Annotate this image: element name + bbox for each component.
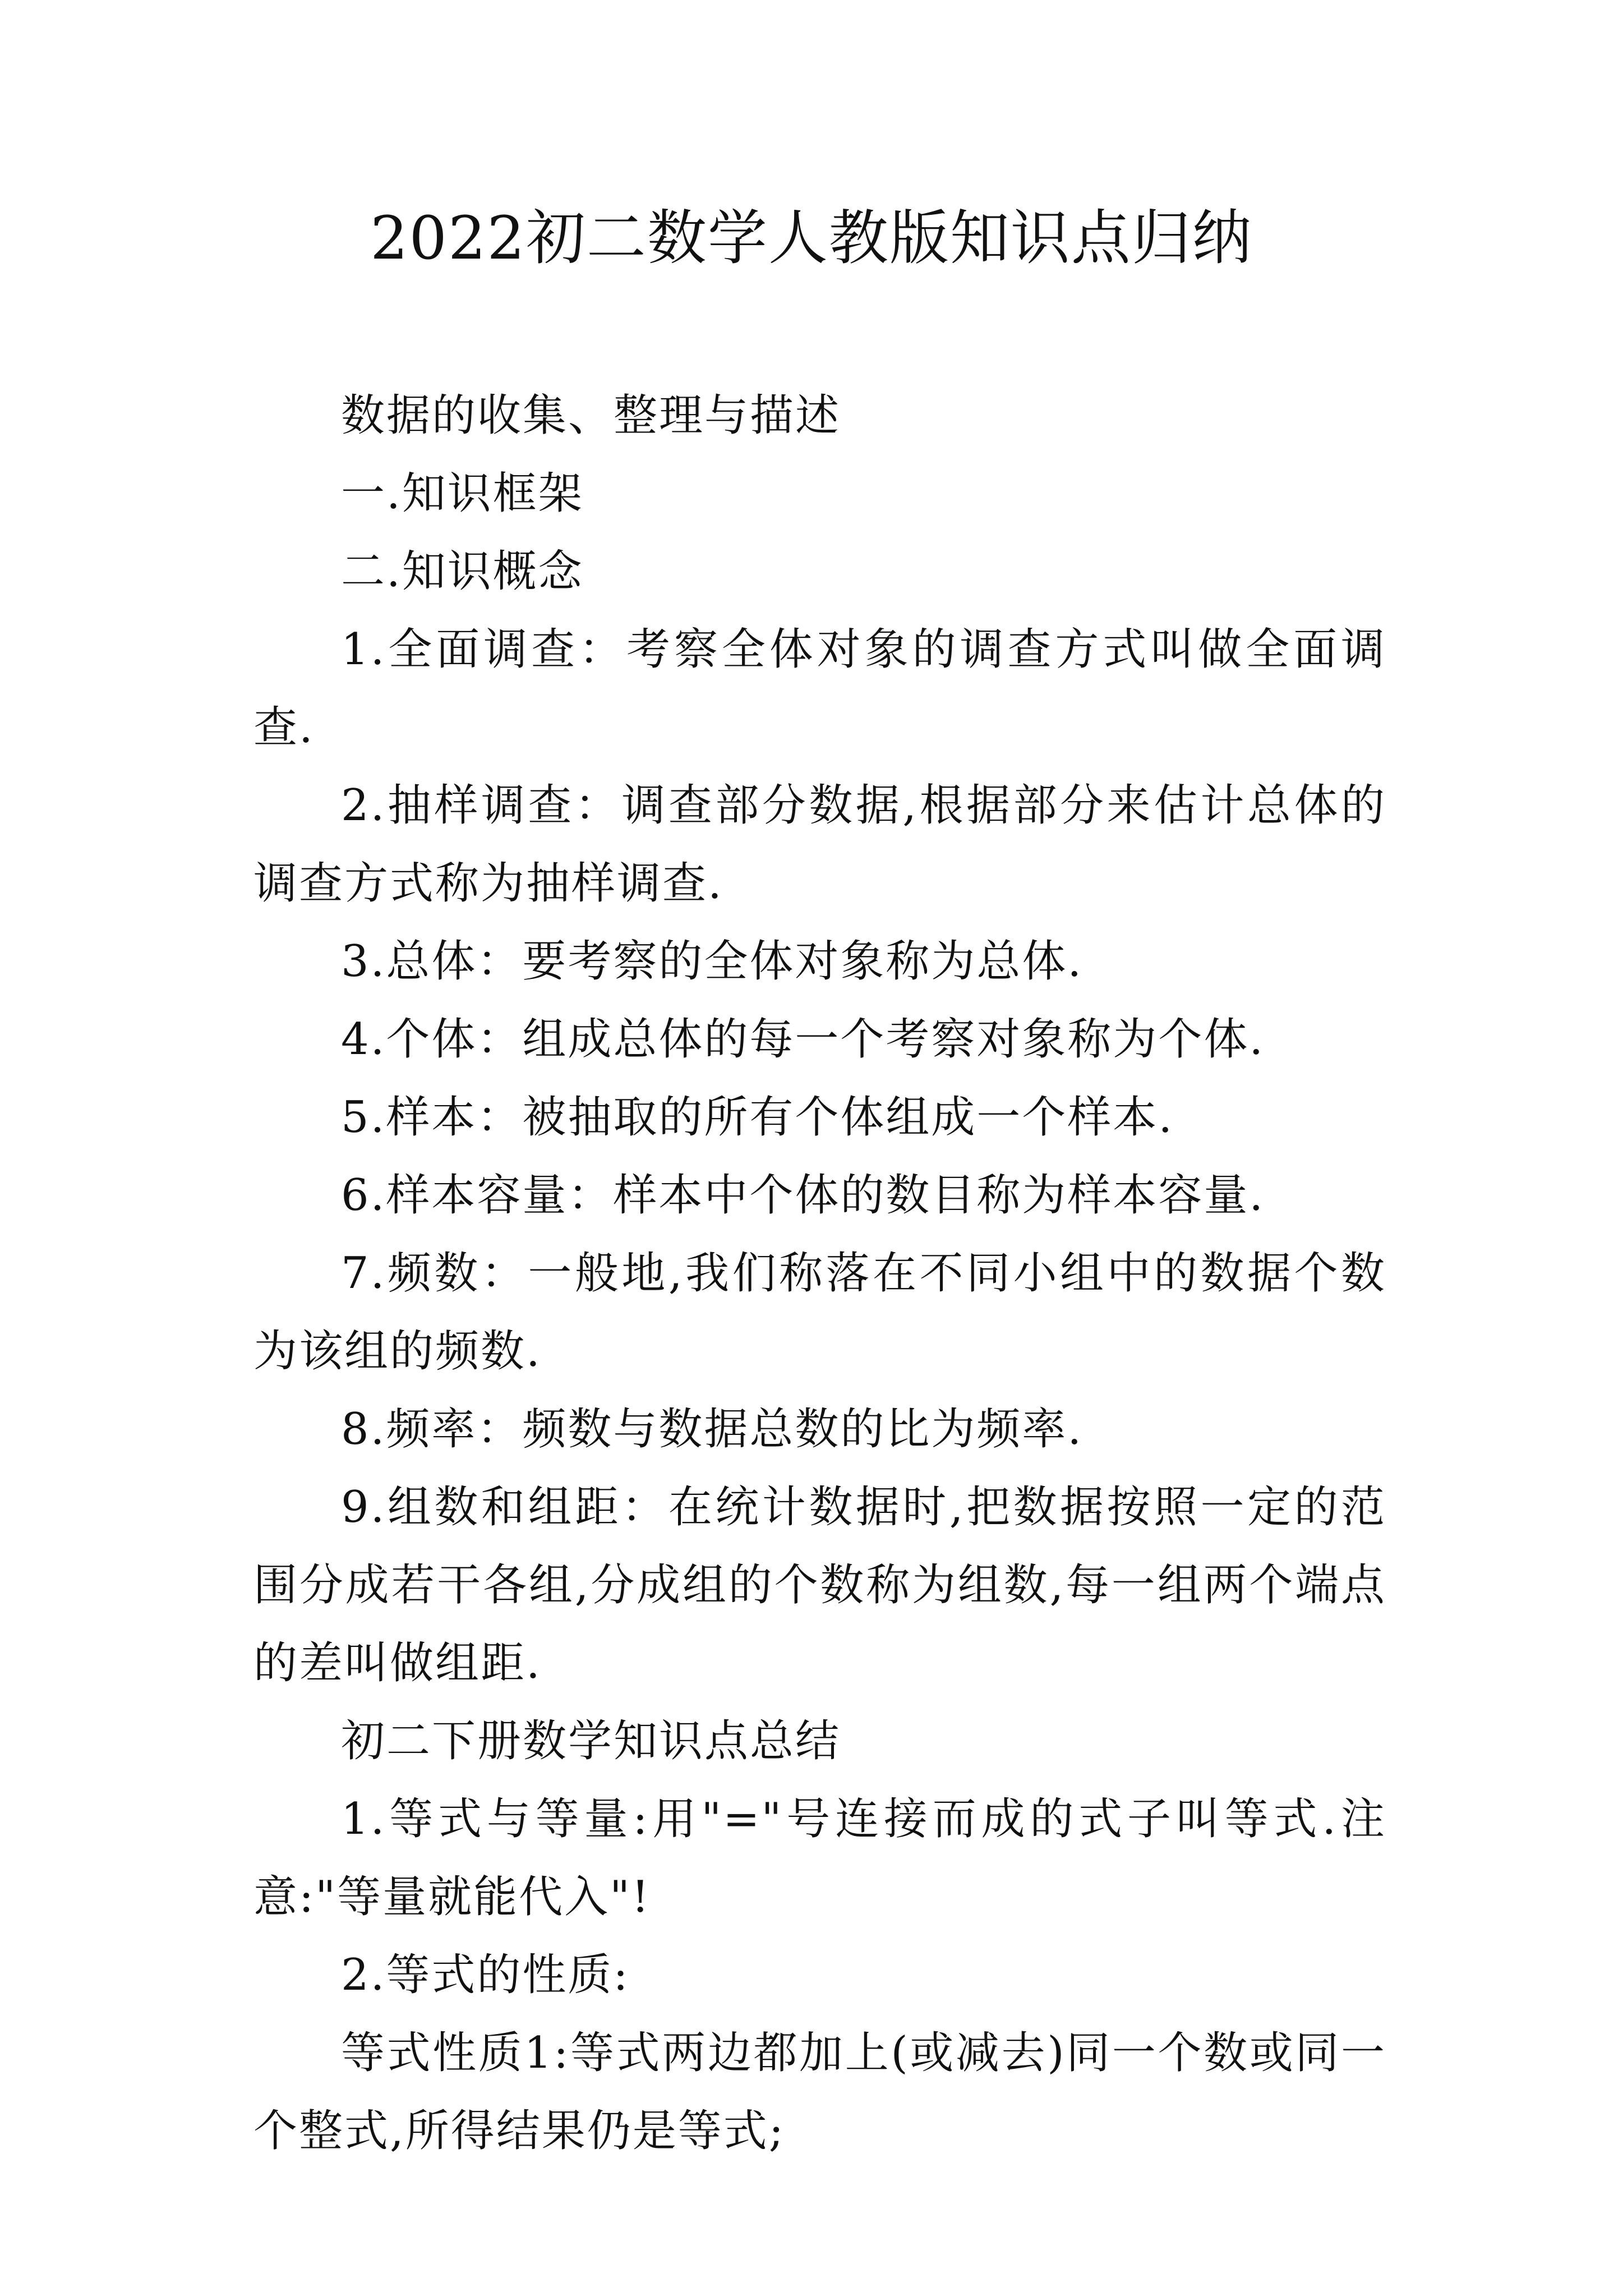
heading-knowledge-framework: 一.知识框架	[341, 468, 584, 519]
concept-group-count-width: 9.组数和组距：在统计数据时,把数据按照一定的范围分成若干各组,分成组的个数称为组数,每一组两个端点的差叫做组距.	[253, 1482, 1386, 1688]
document-title: 2022初二数学人教版知识点归纳	[370, 204, 1253, 273]
concept-frequency-count: 7.频数：一般地,我们称落在不同小组中的数据个数为该组的频数.	[253, 1248, 1386, 1377]
concept-sample-size: 6.样本容量：样本中个体的数目称为样本容量.	[341, 1170, 1265, 1221]
concept-population: 3.总体：要考察的全体对象称为总体.	[341, 936, 1083, 987]
point-equation-properties: 2.等式的性质:	[341, 1950, 630, 2000]
concept-frequency-rate: 8.频率：频数与数据总数的比为频率.	[341, 1404, 1083, 1455]
section-heading-data-collection: 数据的收集、整理与描述	[341, 390, 841, 441]
document-body	[253, 377, 1386, 2170]
point-equation-and-equality: 1.等式与等量:用"="号连接而成的式子叫等式.注意:"等量就能代入"!	[253, 1794, 1386, 1922]
concept-full-survey: 1.全面调查：考察全体对象的调查方式叫做全面调查.	[253, 624, 1386, 753]
point-equation-property-1: 等式性质1:等式两边都加上(或减去)同一个数或同一个整式,所得结果仍是等式;	[253, 2028, 1386, 2156]
concept-individual: 4.个体：组成总体的每一个考察对象称为个体.	[341, 1014, 1265, 1065]
concept-sample-survey: 2.抽样调查：调查部分数据,根据部分来估计总体的调查方式称为抽样调查.	[253, 780, 1386, 909]
section-heading-grade8-summary: 初二下册数学知识点总结	[341, 1716, 841, 1766]
heading-knowledge-concepts: 二.知识概念	[341, 546, 584, 597]
concept-sample: 5.样本：被抽取的所有个体组成一个样本.	[341, 1092, 1174, 1143]
